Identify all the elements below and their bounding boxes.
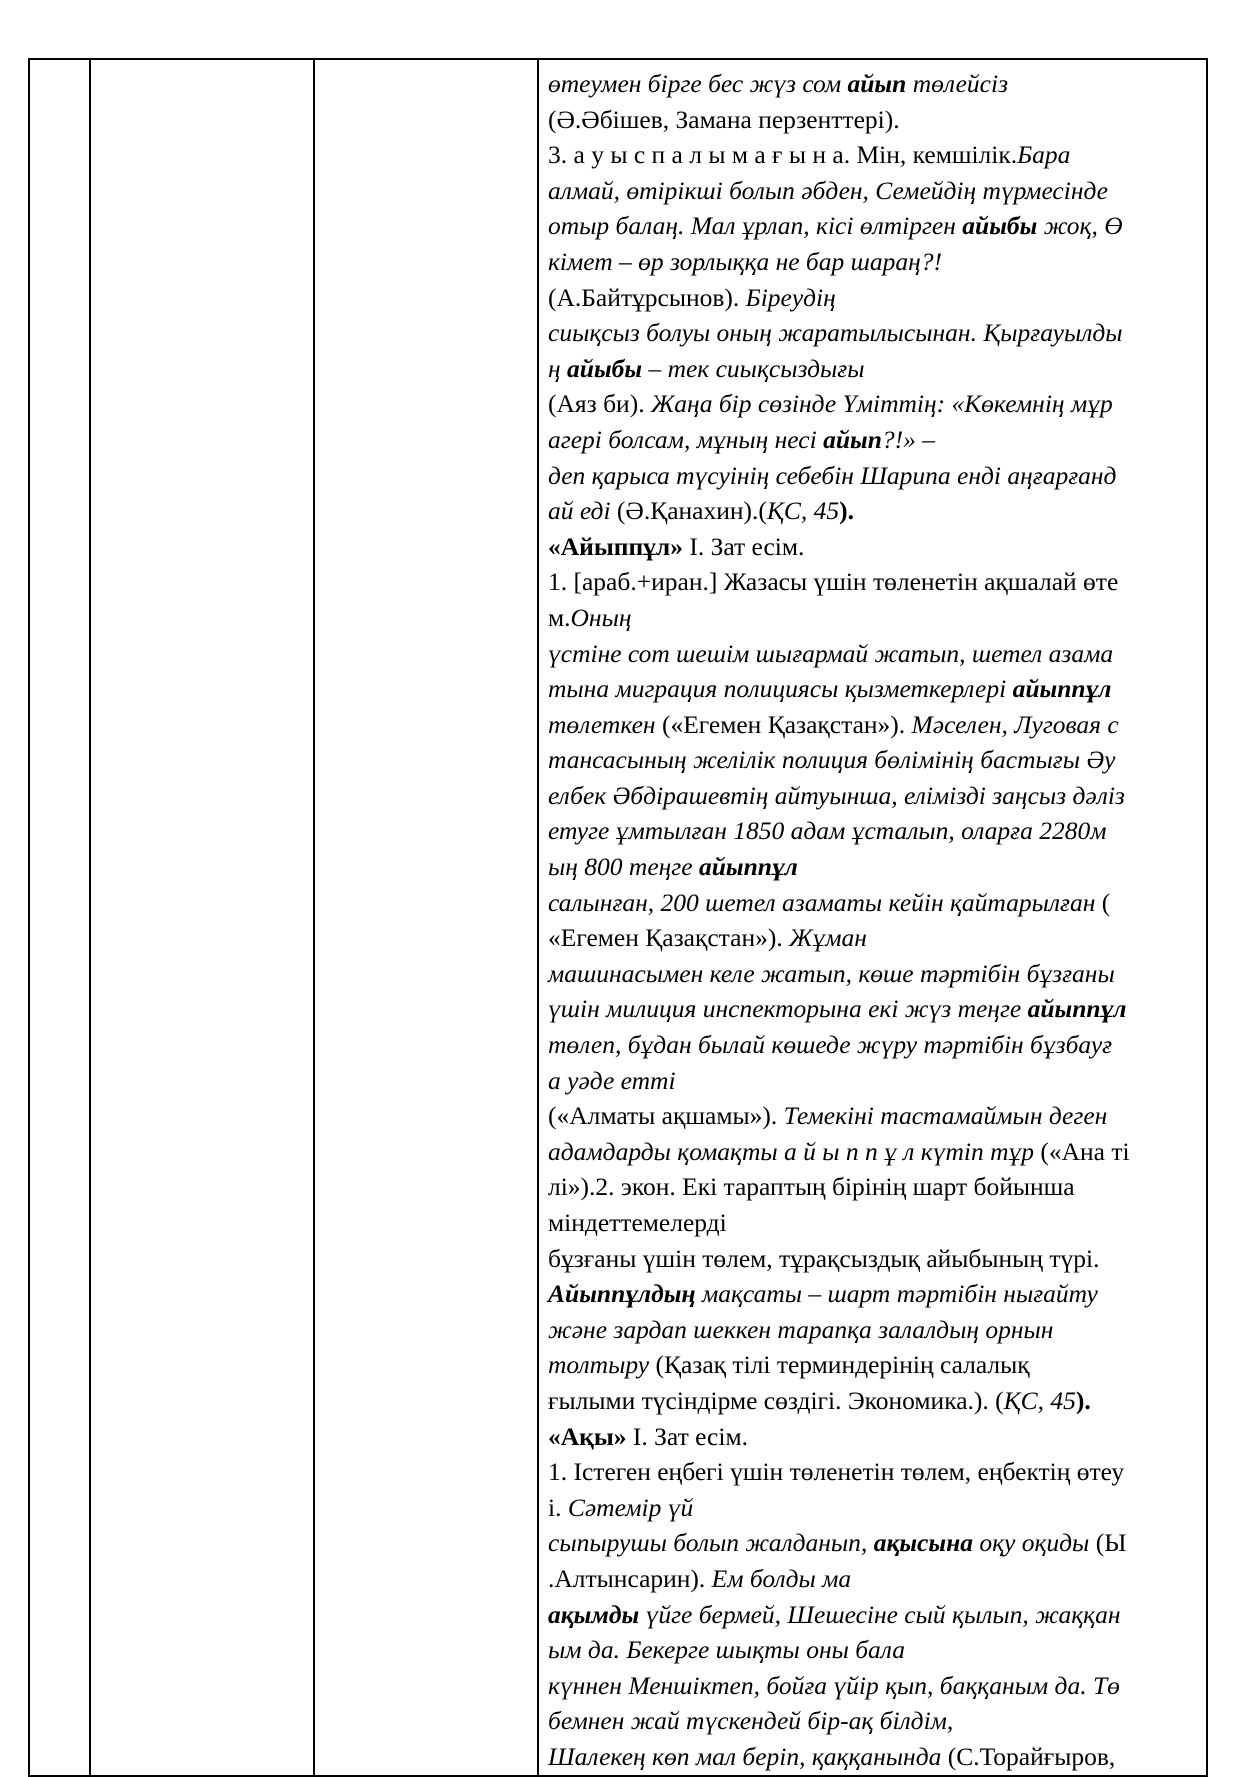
text-line bbox=[548, 1525, 1204, 1561]
text-run: елбек Әбдірашевтің айтуынша, елімізді заңсыз дәліз bbox=[548, 780, 1125, 810]
text-run: адамдарды қомақты а й ы п п ұ л күтіп тұр bbox=[548, 1136, 1041, 1166]
text-line bbox=[548, 66, 1204, 102]
text-line bbox=[548, 493, 1204, 529]
text-line bbox=[548, 1597, 1204, 1633]
text-run: айыппұл bbox=[1027, 994, 1127, 1024]
text-line bbox=[548, 208, 1204, 244]
text-line bbox=[548, 1632, 1204, 1668]
text-line bbox=[548, 1063, 1204, 1099]
text-run: Бара bbox=[1017, 140, 1071, 170]
text-run: а уәде етті bbox=[548, 1065, 676, 1095]
dictionary-table bbox=[28, 58, 1208, 1777]
table-cell-content bbox=[538, 59, 1207, 1776]
text-run: жоқ, Ө bbox=[1037, 211, 1123, 241]
text-line bbox=[548, 351, 1204, 387]
text-run: міндеттемелерді bbox=[548, 1208, 727, 1237]
text-run: ). bbox=[1075, 1385, 1091, 1415]
text-run: төлейсіз bbox=[906, 69, 1009, 98]
table-cell-1 bbox=[29, 59, 90, 1776]
text-run: сиықсыз болуы оның жаратылысынан. Қырғауылды bbox=[548, 318, 1123, 348]
text-run: ғылыми түсіндірме сөздігі. Экономика.). ( bbox=[548, 1385, 1004, 1415]
text-run: – тек сиықсыздығы bbox=[642, 353, 865, 383]
text-line bbox=[548, 956, 1204, 992]
text-line bbox=[548, 707, 1204, 743]
text-run: «Егемен Қазақстан»). bbox=[548, 923, 790, 953]
text-line bbox=[548, 1241, 1204, 1277]
text-line bbox=[548, 1454, 1204, 1490]
text-run: отыр балаң. Мал ұрлап, кісі өлтірген bbox=[548, 211, 963, 241]
text-run: ( bbox=[1101, 887, 1111, 917]
text-run: төлеп, бұдан былай көшеде жүру тәртібін бұзбауғ bbox=[548, 1030, 1113, 1060]
text-line bbox=[548, 564, 1204, 600]
text-run: («Егемен Қазақстан»). bbox=[661, 709, 912, 739]
text-run: лі»).2. экон. Екі тараптың бірінің шарт бойынша bbox=[548, 1172, 1075, 1202]
text-run: 1. Істеген еңбегі үшін төленетін төлем, еңбектің өтеу bbox=[548, 1457, 1125, 1487]
text-run: кімет – өр зорлыққа не бар шараң?! bbox=[548, 246, 943, 276]
text-line bbox=[548, 1561, 1204, 1597]
text-line bbox=[548, 920, 1204, 956]
text-run: өтеумен бірге бес жүз сом bbox=[548, 69, 848, 98]
text-run: 3. а у ы с п а л ы м а ғ ы н а. Мін, кемшілік. bbox=[548, 140, 1018, 170]
text-run: айыппұл bbox=[698, 852, 798, 882]
text-run: агері болсам, мұның несі bbox=[548, 424, 824, 454]
text-run: толтыру bbox=[548, 1350, 650, 1380]
text-run: («Алматы ақшамы»). bbox=[548, 1101, 784, 1131]
text-run: салынған, 200 шетел азаматы кейін қайтарылған bbox=[548, 887, 1102, 917]
text-line bbox=[548, 671, 1204, 707]
text-line bbox=[548, 137, 1204, 173]
text-run: (Аяз би). bbox=[548, 389, 651, 419]
text-line bbox=[548, 1383, 1204, 1419]
text-run: Жаңа бір сөзінде Үміттің: «Көкемнің мұр bbox=[650, 389, 1113, 419]
text-run: ң bbox=[548, 353, 568, 383]
text-run: деп қарыса түсуінің себебін Шарипа енді аңғарғанд bbox=[548, 460, 1117, 490]
text-line bbox=[548, 636, 1204, 672]
table-row bbox=[29, 59, 1207, 1776]
text-run: үшін милиция инспекторына екі жүз теңге bbox=[548, 994, 1028, 1024]
text-run: ың 800 теңге bbox=[548, 852, 699, 882]
text-line bbox=[548, 885, 1204, 921]
text-run: етуге ұмтылған 1850 адам ұсталып, оларға 2280м bbox=[548, 816, 1107, 846]
text-run: I. Зат есім. bbox=[626, 1421, 748, 1451]
text-line bbox=[548, 458, 1204, 494]
text-run: (Ә.Әбішев, Замана перзенттері). bbox=[548, 104, 900, 134]
text-run: I. Зат есім. bbox=[682, 531, 805, 561]
text-line bbox=[548, 1347, 1204, 1383]
text-run: (Ә.Қанахин).( bbox=[616, 496, 767, 526]
text-line bbox=[548, 1419, 1204, 1455]
text-run: бұзғаны үшін төлем, тұрақсыздық айыбының түрі. bbox=[548, 1243, 1100, 1273]
text-line bbox=[548, 315, 1204, 351]
text-line bbox=[548, 813, 1204, 849]
text-run: ақысына bbox=[873, 1528, 973, 1558]
text-line bbox=[548, 1490, 1204, 1526]
text-run: ым да. Бекерге шықты оны бала bbox=[548, 1635, 905, 1665]
text-line bbox=[548, 1205, 1204, 1241]
text-run: Оның bbox=[570, 602, 632, 632]
text-line bbox=[548, 102, 1204, 138]
text-run: машинасымен келе жатып, көше тәртібін бұзғаны bbox=[548, 958, 1115, 988]
text-line bbox=[548, 173, 1204, 209]
text-run: алмай, өтірікші болып әбден, Семейдің түрмесінде bbox=[548, 175, 1109, 205]
dictionary-entry-text bbox=[548, 66, 1204, 1775]
table-cell-2 bbox=[90, 59, 314, 1776]
text-line bbox=[548, 529, 1204, 565]
text-line bbox=[548, 600, 1204, 636]
text-run: мақсаты – шарт тәртібін нығайту bbox=[695, 1279, 1098, 1309]
text-run: ҚС, 45 bbox=[1003, 1385, 1076, 1415]
text-run: Темекіні тастамаймын деген bbox=[783, 1101, 1108, 1131]
text-line bbox=[548, 1169, 1204, 1205]
text-line bbox=[548, 1276, 1204, 1312]
text-run: Жұман bbox=[789, 923, 867, 953]
text-line bbox=[548, 386, 1204, 422]
text-run: Ем болды ма bbox=[711, 1563, 852, 1593]
text-run: ). bbox=[839, 496, 854, 526]
text-run: күннен Меншіктеп, бойға үйір қып, баққаным да. Тө bbox=[548, 1670, 1120, 1700]
text-line bbox=[548, 1703, 1204, 1739]
text-run: сыпырушы болып жалданып, bbox=[548, 1528, 874, 1558]
text-run: оқу оқиды bbox=[972, 1528, 1096, 1558]
text-run: м. bbox=[548, 602, 571, 632]
text-run: тына миграция полициясы қызметкерлері bbox=[548, 674, 1013, 704]
text-run: айыбы bbox=[962, 211, 1038, 241]
text-line bbox=[548, 1098, 1204, 1134]
text-run: (Ы bbox=[1095, 1528, 1127, 1558]
text-line bbox=[548, 1312, 1204, 1348]
text-run: 1. [араб.+иран.] Жазасы үшін төленетін ақшалай өте bbox=[548, 567, 1119, 597]
text-run: (А.Байтұрсынов). bbox=[548, 282, 746, 312]
text-run: і. bbox=[548, 1492, 568, 1522]
text-run: «Ақы» bbox=[548, 1421, 627, 1451]
text-line bbox=[548, 1134, 1204, 1170]
text-run: «Айыппұл» bbox=[548, 531, 683, 561]
text-line bbox=[548, 280, 1204, 316]
text-run: және зардап шеккен тарапқа залалдың орнын bbox=[548, 1314, 1054, 1344]
text-run: Мәселен, Луговая с bbox=[911, 709, 1119, 739]
text-line bbox=[548, 1668, 1204, 1704]
text-run: айып bbox=[823, 424, 882, 454]
text-line bbox=[548, 849, 1204, 885]
text-line bbox=[548, 422, 1204, 458]
text-run: Біреудің bbox=[745, 282, 836, 312]
text-line bbox=[548, 991, 1204, 1027]
text-run: ҚС, 45 bbox=[766, 496, 840, 526]
text-run: айыбы bbox=[567, 353, 643, 383]
text-run: ақымды bbox=[548, 1599, 640, 1629]
text-run: Айыппұлдың bbox=[548, 1279, 696, 1309]
table-cell-3 bbox=[314, 59, 538, 1776]
text-line bbox=[548, 742, 1204, 778]
text-line bbox=[548, 778, 1204, 814]
text-run: ай еді bbox=[548, 496, 617, 526]
text-run: төлеткен bbox=[548, 709, 662, 739]
text-run: үйге бермей, Шешесіне сый қылып, жаққан bbox=[639, 1599, 1121, 1629]
text-run: айыппұл bbox=[1012, 674, 1112, 704]
text-run: Шалекең көп мал беріп, қаққанында bbox=[548, 1741, 948, 1771]
text-run: тансасының желілік полиция бөлімінің бастығы Әу bbox=[548, 745, 1116, 775]
text-line bbox=[548, 1027, 1204, 1063]
text-line bbox=[548, 244, 1204, 280]
text-run: («Ана ті bbox=[1040, 1136, 1130, 1166]
text-run: .Алтынсарин). bbox=[548, 1563, 712, 1593]
text-run: (Қазақ тілі терминдерінің салалық bbox=[649, 1350, 1030, 1380]
text-run: (С.Торайғыров, bbox=[947, 1741, 1116, 1771]
text-line bbox=[548, 1739, 1204, 1775]
text-run: үстіне сот шешім шығармай жатып, шетел азама bbox=[548, 638, 1114, 668]
text-run: Сәтемір үй bbox=[567, 1492, 694, 1522]
text-run: айып bbox=[847, 69, 907, 98]
text-run: бемнен жай түскендей бір-ақ білдім, bbox=[548, 1706, 954, 1736]
text-run: ?!» – bbox=[881, 424, 936, 454]
